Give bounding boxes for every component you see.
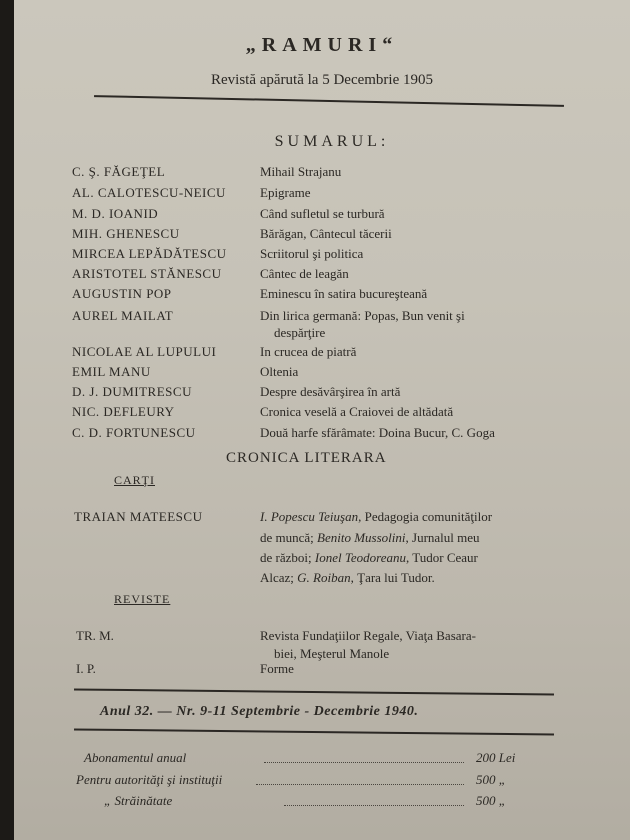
contents-author: D. J. DUMITRESCU xyxy=(72,384,192,399)
reviewed-text: , Jurnalul meu xyxy=(405,530,480,545)
book-review-line xyxy=(260,530,480,546)
contents-title: Când sufletul se turbură xyxy=(260,206,385,221)
contents-author: EMIL MANU xyxy=(72,364,151,379)
book-review-line xyxy=(260,550,478,566)
contents-title: Cântec de leagăn xyxy=(260,266,349,281)
subscription-leader xyxy=(256,784,464,785)
contents-title: Două harfe sfărâmate: Doina Bucur, C. Goga xyxy=(260,425,495,440)
issue-rule-bottom xyxy=(74,728,554,735)
reviewed-author: I. Popescu Teiuşan xyxy=(260,509,359,524)
contents-title: Mihail Strajanu xyxy=(260,164,342,179)
review-author: I. P. xyxy=(76,661,96,676)
reviewed-text: Alcaz; xyxy=(260,570,298,585)
contents-author: AL. CALOTESCU-NEICU xyxy=(72,185,226,200)
subscription-price: 500 „ xyxy=(476,793,506,808)
contents-title: Scriitorul şi politica xyxy=(260,246,364,261)
contents-title: Epigrame xyxy=(260,185,311,200)
summary-heading: SUMARUL: xyxy=(274,133,390,150)
contents-title: Din lirica germană: Popas, Bun venit şi xyxy=(260,308,465,323)
reviewed-text: , Tudor Ceaur xyxy=(406,550,478,565)
issue-rule-top xyxy=(74,688,554,695)
reviewed-text: de război; xyxy=(260,550,315,565)
books-author: TRAIAN MATEESCU xyxy=(74,509,203,524)
review-title: Revista Fundaţiilor Regale, Viaţa Basara- xyxy=(260,628,476,643)
books-label: CARŢI xyxy=(114,473,155,487)
subscription-label: Abonamentul anual xyxy=(84,750,187,765)
contents-author: AUREL MAILAT xyxy=(72,308,174,323)
reviewed-text: de muncă; xyxy=(260,530,318,545)
contents-title: Eminescu în satira bucureşteană xyxy=(260,286,428,301)
reviewed-author: Benito Mussolini xyxy=(317,530,406,545)
subscription-leader xyxy=(284,805,464,806)
contents-author: C. D. FORTUNESCU xyxy=(72,425,196,440)
review-title: Forme xyxy=(260,661,294,676)
issue-line: Anul 32. — Nr. 9-11 Septembrie - Decembrie 1940. xyxy=(100,704,419,719)
reviewed-author: G. Roiban xyxy=(297,570,351,585)
reviewed-author: Ionel Teodoreanu xyxy=(314,550,406,565)
reviewed-text: , Pedagogia comunităţilor xyxy=(358,509,493,524)
review-author: TR. M. xyxy=(76,628,114,643)
book-review-line xyxy=(260,509,492,525)
subscription-price: 200 Lei xyxy=(476,750,516,765)
book-review-line xyxy=(260,570,435,586)
contents-author: AUGUSTIN POP xyxy=(72,286,172,301)
contents-title: Cronica veselă a Craiovei de altădată xyxy=(260,404,454,419)
subscription-label: Pentru autorităţi şi instituţii xyxy=(76,772,223,787)
contents-title: Oltenia xyxy=(260,364,299,379)
review-title: biei, Meşterul Manole xyxy=(274,646,390,661)
subscription-leader xyxy=(264,762,464,763)
contents-title: Despre desăvârşirea în artă xyxy=(260,384,401,399)
cronica-heading: CRONICA LITERARA xyxy=(226,450,387,466)
magazine-title: „RAMURI“ xyxy=(245,34,399,56)
subscription-label: „ Străinătate xyxy=(104,793,173,808)
contents-author: NIC. DEFLEURY xyxy=(72,404,175,419)
contents-title: In crucea de piatră xyxy=(260,344,357,359)
magazine-page xyxy=(14,0,630,840)
contents-title-continued: despărţire xyxy=(274,325,326,340)
contents-title: Bărăgan, Cântecul tăcerii xyxy=(260,226,392,241)
subscription-price: 500 „ xyxy=(476,772,506,787)
contents-author: C. Ş. FĂGEŢEL xyxy=(72,164,166,179)
contents-author: MIH. GHENESCU xyxy=(72,226,180,241)
reviews-label: REVISTE xyxy=(114,592,171,606)
magazine-subtitle: Revistă apărută la 5 Decembrie 1905 xyxy=(211,72,433,88)
contents-author: M. D. IOANID xyxy=(72,206,159,221)
header-rule xyxy=(94,95,564,107)
contents-author: NICOLAE AL LUPULUI xyxy=(72,344,217,359)
reviewed-text: , Ţara lui Tudor. xyxy=(350,570,435,585)
contents-author: ARISTOTEL STĂNESCU xyxy=(72,266,222,281)
contents-author: MIRCEA LEPĂDĂTESCU xyxy=(72,246,227,261)
